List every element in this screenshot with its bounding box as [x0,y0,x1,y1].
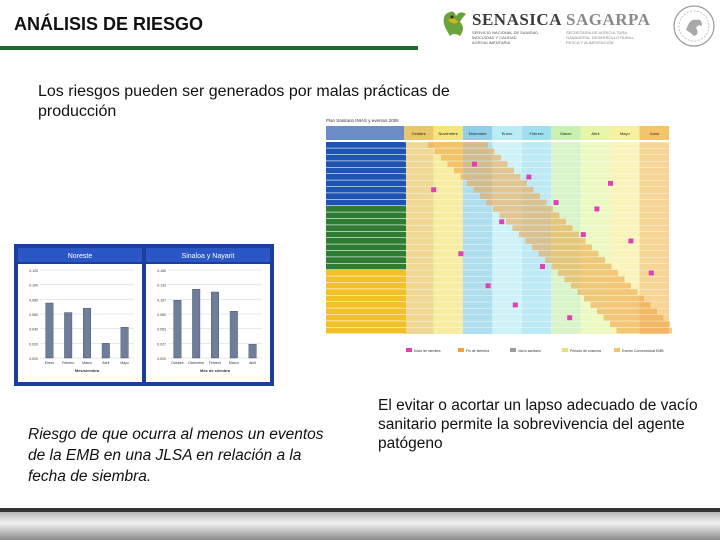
table-title: Plan Sanitario INIAS y eventos 2006 [326,118,399,123]
row-label-cell [326,206,406,212]
event-marker [628,239,633,244]
row-label-cell [326,180,406,186]
legend-label: Evento Convencional EMB [622,349,664,353]
y-tick-label: 0.060 [29,313,38,317]
row-label-cell [326,315,406,321]
planting-window [487,200,547,206]
event-marker [567,315,572,320]
planting-window [461,174,521,180]
planting-window [467,180,527,186]
row-label-cell [326,321,406,327]
senasica-logo-subtext: SERVICIO NACIONAL DE SANIDAD, INOCUIDAD Y CALIDAD AGROALIMENTARIA [472,30,540,45]
planting-window [591,302,651,308]
row-label-cell [326,264,406,270]
row-label-cell [326,219,406,225]
planting-window [519,232,579,238]
legend-swatch [562,348,568,352]
legend-swatch [510,348,516,352]
y-tick-label: 0.100 [29,283,38,288]
bar [230,311,238,358]
planting-window [448,161,508,167]
x-tick-label: Octubre [171,361,184,365]
planting-window [539,251,599,257]
x-tick-label: Febrero [208,361,222,365]
row-label-cell [326,257,406,263]
chart-title: Sinaloa y Nayarit [181,253,235,260]
table-header-left [326,126,406,140]
event-marker [458,251,463,256]
chart-panel [14,244,274,386]
legend-label: Fin de siembra [466,349,490,353]
event-marker [554,200,559,205]
event-marker [526,175,531,180]
x-tick-label: Mayo [120,361,129,365]
sagarpa-logo-subtext: SECRETARÍA DE AGRICULTURA, GANADERÍA, DESARROLLO RURAL, PESCA Y ALIMENTACIÓN [566,30,635,45]
month-label: Mayo [619,131,630,136]
row-label-cell [326,187,406,193]
planting-window [558,270,618,276]
planting-window [480,193,540,199]
planting-window [565,276,625,282]
month-label: Marzo [560,131,572,136]
caption-left: Riesgo de que ocurra al menos un eventos de la EMB en una JLSA en relación a la fecha de siembra. [28,426,324,485]
planting-window [617,328,673,334]
row-label-cell [326,174,406,180]
row-label-cell [326,193,406,199]
row-label-cell [326,148,406,154]
x-axis-label: Mes/siembra [74,368,100,373]
bar [192,289,200,358]
planting-window [435,148,495,154]
event-marker [486,283,491,288]
row-label-cell [326,238,406,244]
planting-window [493,206,553,212]
bar [83,308,91,358]
header-rule [0,46,418,50]
row-label-cell [326,244,406,250]
row-label-cell [326,328,406,334]
row-label-cell [326,270,406,276]
planting-window [545,257,605,263]
row-label-cell [326,296,406,302]
y-tick-label: 0.040 [29,327,38,332]
planting-window [500,212,560,218]
event-marker [431,187,436,192]
planting-window [571,283,631,289]
y-tick-label: 0.000 [29,357,38,361]
month-label: Diciembre [468,131,487,136]
x-tick-label: Abril [249,361,257,365]
event-marker [608,181,613,186]
senasica-eagle-logo [440,6,470,40]
planting-window [584,296,644,302]
event-marker [513,303,518,308]
planting-window [428,142,488,148]
row-label-cell [326,200,406,206]
y-tick-label: 0.000 [157,357,166,361]
planting-window [526,238,586,244]
calendar-grid [322,114,672,360]
month-label: Octubre [411,131,426,136]
month-label: Enero [501,131,513,136]
senasica-logo-text: SENASICA [472,10,562,29]
bar-charts [14,244,274,386]
y-tick-label: 0.080 [29,298,38,303]
row-label-cell [326,289,406,295]
planting-window [441,155,501,161]
y-tick-label: 0.133 [157,283,166,288]
y-tick-label: 0.080 [157,313,166,317]
row-label-cell [326,161,406,167]
legend-swatch [458,348,464,352]
planting-calendar-table [322,114,672,360]
row-label-cell [326,308,406,314]
x-tick-label: Abril [102,361,110,365]
x-tick-label: Febrero [62,361,75,365]
page-title: ANÁLISIS DE RIESGO [14,14,204,34]
legend-label: Inicio de siembra [414,349,441,353]
subtitle: Los riesgos pueden ser generados por malas prácticas de producción [38,83,450,120]
planting-window [552,264,612,270]
planting-window [597,308,657,314]
planting-window [454,168,514,174]
row-label-cell [326,155,406,161]
row-label-cell [326,276,406,282]
legend-label: Periodo de cosecha [570,349,601,353]
national-seal-icon [672,4,716,48]
y-tick-label: 0.160 [157,269,166,273]
month-label: Noviembre [438,131,458,136]
y-tick-label: 0.020 [29,342,38,347]
event-marker [649,271,654,276]
month-label: Febrero [529,131,544,136]
x-tick-label: Diciembre [188,361,205,365]
row-label-cell [326,283,406,289]
planting-window [474,187,534,193]
row-label-cell [326,302,406,308]
planting-window [578,289,638,295]
event-marker [499,219,504,224]
event-marker [594,207,599,212]
chart-title: Noreste [67,253,93,260]
bar [121,327,129,358]
bar [64,313,72,358]
planting-window [604,315,664,321]
event-marker [540,264,545,269]
row-label-cell [326,142,406,148]
event-marker [472,162,477,167]
bar [211,292,219,358]
y-tick-label: 0.053 [157,327,166,332]
x-axis-label: Mes de siembra [199,368,231,373]
y-tick-label: 0.027 [157,342,166,347]
bar [174,300,182,358]
x-tick-label: Enero [44,361,55,365]
bar [249,344,257,358]
planting-window [532,244,592,250]
planting-window [513,225,573,231]
planting-window [506,219,566,225]
bar [102,343,110,358]
row-label-cell [326,251,406,257]
caption-right: El evitar o acortar un lapso adecuado de vacío sanitario permite la sobrevivencia del agente patógeno [378,397,698,452]
month-label: Abril [591,131,600,136]
planting-window [610,321,670,327]
y-tick-label: 0.120 [29,269,38,273]
footer-band [0,512,720,540]
month-label: Junio [649,131,660,136]
legend-swatch [406,348,412,352]
event-marker [581,232,586,237]
legend-swatch [614,348,620,352]
row-label-cell [326,225,406,231]
x-tick-label: Marzo [82,361,92,365]
row-label-cell [326,232,406,238]
x-tick-label: Marzo [228,361,239,365]
row-label-cell [326,212,406,218]
row-label-cell [326,168,406,174]
y-tick-label: 0.107 [157,298,166,303]
bar [46,303,54,358]
legend-label: Vacío sanitario [518,349,541,353]
sagarpa-logo-text: SAGARPA [566,10,651,29]
